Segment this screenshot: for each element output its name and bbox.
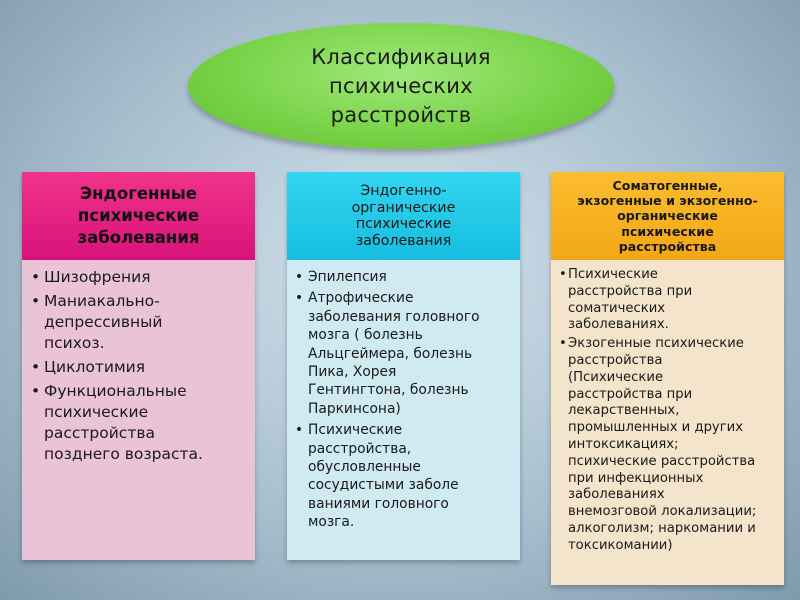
item-list bbox=[31, 267, 249, 465]
column-body-endogenous bbox=[22, 260, 255, 560]
list-item: • Эпилепсия bbox=[295, 268, 514, 286]
list-item: • Маниакально- депрессивный психоз. bbox=[31, 291, 249, 354]
list-item: • Психические расстройства при соматических заболеваниях. bbox=[559, 267, 780, 334]
list-item: • Шизофрения bbox=[31, 267, 249, 288]
column-header-endogenous-organic: Эндогенно- органические психические заболевания bbox=[287, 172, 520, 260]
item-list bbox=[559, 267, 780, 555]
list-item: • Психические расстройства, обусловленные сосудистыми заболе ваниями головного мозга. bbox=[295, 421, 514, 531]
column-body-somatogenic bbox=[551, 260, 784, 585]
item-list bbox=[295, 268, 514, 532]
list-item: • Функциональные психические расстройства позднего возраста. bbox=[31, 381, 249, 465]
list-item: • Экзогенные психические расстройства (Психические расстройства при лекарственных, промышленных и других интоксикациях; психические расстройства при инфекционных заболеваниях внемозговой локализации; алкоголизм; наркомании и токсикомании) bbox=[559, 336, 780, 554]
list-item: • Циклотимия bbox=[31, 357, 249, 378]
column-header-somatogenic: Соматогенные, экзогенные и экзогенно- органические психические расстройства bbox=[551, 172, 784, 260]
title-oval bbox=[188, 23, 614, 149]
list-item: • Атрофические заболевания головного мозга ( болезнь Альцгеймера, болезнь Пика, Хорея Гентингтона, болезнь Паркинсона) bbox=[295, 289, 514, 418]
diagram-title: Классификация психических расстройств bbox=[311, 44, 491, 127]
column-body-endogenous-organic bbox=[287, 260, 520, 560]
column-header-endogenous: Эндогенные психические заболевания bbox=[22, 172, 255, 260]
